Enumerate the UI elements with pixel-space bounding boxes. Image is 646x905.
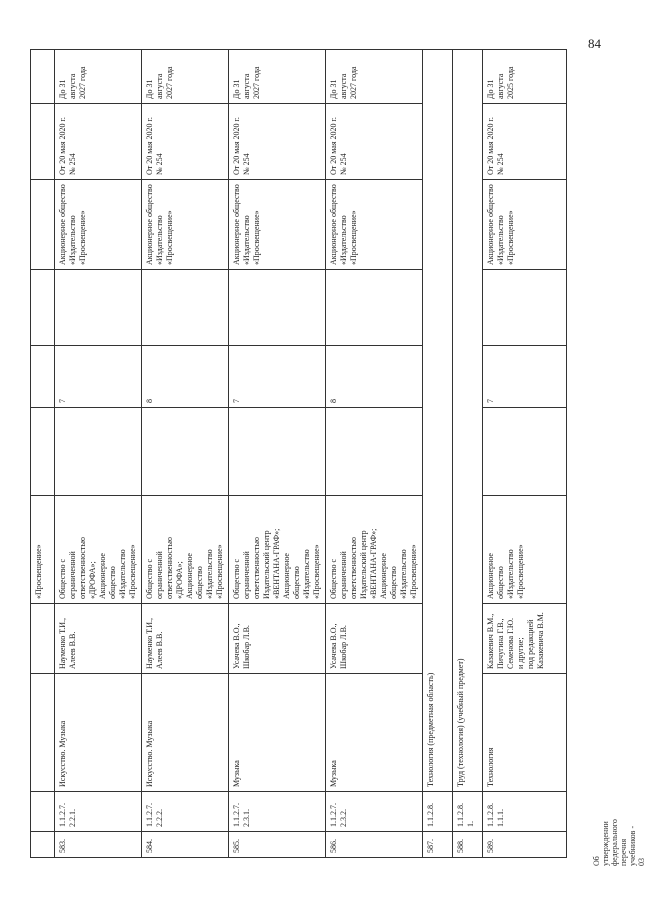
- cell-number: 587.: [423, 832, 453, 858]
- footer-note: Об утверждении федерального перечня учебников - 03: [592, 819, 646, 866]
- cell-empty: [483, 270, 567, 346]
- cell-empty: [483, 408, 567, 496]
- cell-deadline: До 31 августа 2025 года: [483, 50, 567, 104]
- cell-subject: Искусство. Музыка: [142, 674, 229, 792]
- cell-number: 588.: [453, 832, 483, 858]
- cell-authors: Казакевич В.М., Пичугина Г.В., Семенова Г.Ю. и другие; под редакцией Казакевича В.М.: [483, 604, 567, 674]
- cell-order: От 20 мая 2020 г. № 254: [483, 104, 567, 180]
- cell-authors: Науменко Т.И., Алеев В.В.: [55, 604, 142, 674]
- cell-deadline: До 31 августа 2027 года: [229, 50, 326, 104]
- cell-legal-entity: Акционерное общество «Издательство «Просвещение»: [326, 180, 423, 270]
- cell-legal-entity: Акционерное общество «Издательство «Просвещение»: [483, 180, 567, 270]
- cell-empty: [326, 270, 423, 346]
- cell-grade: 8: [142, 346, 229, 408]
- section-row: [423, 50, 453, 858]
- cell-subject: Искусство. Музыка: [55, 674, 142, 792]
- cell-code: 1.1.2.8. 1.1.1.: [483, 792, 567, 832]
- cell-deadline: До 31 августа 2027 года: [326, 50, 423, 104]
- table-row: [229, 50, 326, 858]
- table-row: [483, 50, 567, 858]
- cell-grade: 7: [483, 346, 567, 408]
- cell-authors: Усачева В.О., Шкобар Л.В.: [326, 604, 423, 674]
- cell-legal-entity: Акционерное общество «Издательство «Просвещение»: [55, 180, 142, 270]
- cell-publisher: Общество с ограниченной ответственностью Издательский центр «ВЕНТАНА-ГРАФ»; Акционерное общество «Издательство «Просвещение»: [229, 496, 326, 604]
- cell-code: 1.1.2.8.: [423, 792, 453, 832]
- cell-empty: [142, 408, 229, 496]
- cell-publisher: Акционерное общество «Издательство «Просвещение»: [483, 496, 567, 604]
- cell-deadline: До 31 августа 2027 года: [55, 50, 142, 104]
- cell-order: От 20 мая 2020 г. № 254: [326, 104, 423, 180]
- section-row: [453, 50, 483, 858]
- cell-publisher: «Просвещение»: [31, 496, 55, 604]
- section-title: Технология (предметная область): [423, 50, 453, 792]
- page-number: 84: [588, 36, 601, 51]
- cell-order: От 20 мая 2020 г. № 254: [229, 104, 326, 180]
- cell-subject: Технология: [483, 674, 567, 792]
- cell-order: От 20 мая 2020 г. № 254: [142, 104, 229, 180]
- cell-number: 589.: [483, 832, 567, 858]
- cell-code: 1.1.2.7. 2.2.2.: [142, 792, 229, 832]
- cell-authors: Усачева В.О., Шкобар Л.В.: [229, 604, 326, 674]
- table-row: [55, 50, 142, 858]
- cell-empty: [229, 270, 326, 346]
- cell-publisher: Общество с ограниченной ответственностью «ДРОФА»; Акционерное общество «Издательство «Просвещение»: [142, 496, 229, 604]
- cell-empty: [229, 408, 326, 496]
- cell-number: 584.: [142, 832, 229, 858]
- continuation-row: [31, 50, 55, 858]
- cell-authors: Науменко Т.И., Алеев В.В.: [142, 604, 229, 674]
- section-title: Труд (технология) (учебный предмет): [453, 50, 483, 792]
- textbook-list-table: [30, 49, 567, 858]
- rotated-table-container: [30, 50, 562, 858]
- cell-subject: Музыка: [326, 674, 423, 792]
- cell-number: 583.: [55, 832, 142, 858]
- cell-code: 1.1.2.7. 2.3.1.: [229, 792, 326, 832]
- cell-code: 1.1.2.7. 2.2.1.: [55, 792, 142, 832]
- cell-code: 1.1.2.7. 2.3.2.: [326, 792, 423, 832]
- cell-deadline: До 31 августа 2027 года: [142, 50, 229, 104]
- cell-publisher: Общество с ограниченной ответственностью Издательский центр «ВЕНТАНА-ГРАФ»; Акционерное общество «Издательство «Просвещение»: [326, 496, 423, 604]
- cell-code: 1.1.2.8. 1.: [453, 792, 483, 832]
- cell-number: 585.: [229, 832, 326, 858]
- cell-empty: [55, 270, 142, 346]
- cell-number: 586.: [326, 832, 423, 858]
- cell-grade: 7: [229, 346, 326, 408]
- cell-empty: [326, 408, 423, 496]
- cell-subject: Музыка: [229, 674, 326, 792]
- table-row: [326, 50, 423, 858]
- cell-legal-entity: Акционерное общество «Издательство «Просвещение»: [142, 180, 229, 270]
- cell-order: От 20 мая 2020 г. № 254: [55, 104, 142, 180]
- cell-empty: [55, 408, 142, 496]
- cell-publisher: Общество с ограниченной ответственностью «ДРОФА»; Акционерное общество «Издательство «Просвещение»: [55, 496, 142, 604]
- cell-grade: 7: [55, 346, 142, 408]
- cell-grade: 8: [326, 346, 423, 408]
- table-row: [142, 50, 229, 858]
- cell-empty: [142, 270, 229, 346]
- cell-legal-entity: Акционерное общество «Издательство «Просвещение»: [229, 180, 326, 270]
